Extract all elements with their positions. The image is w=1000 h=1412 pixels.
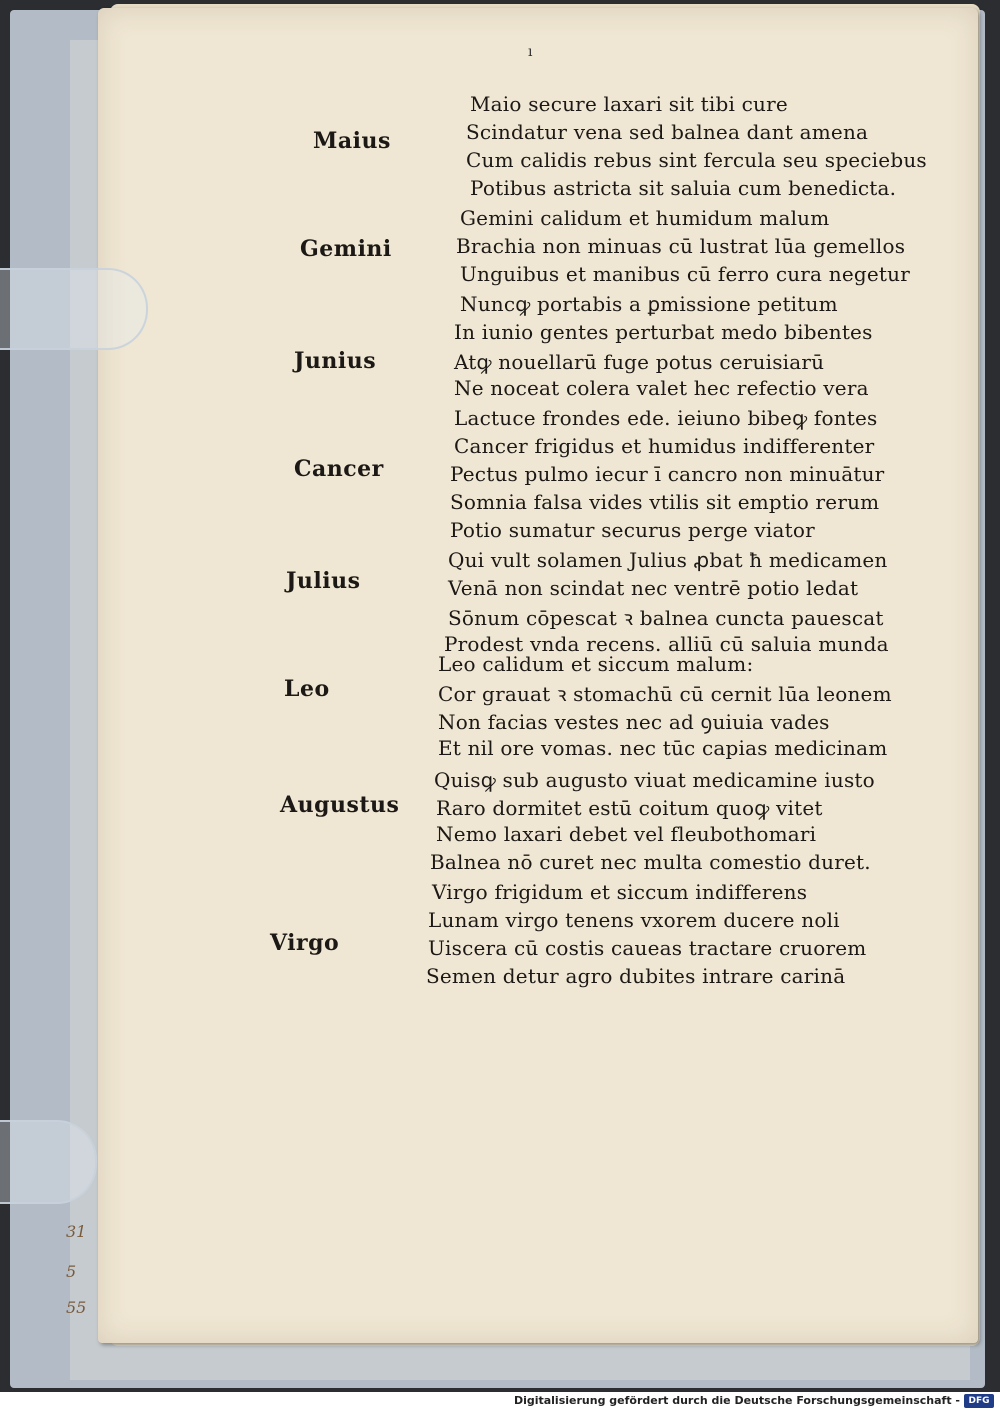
verse-line: Cor grauat ꝛ stomachū cū cernit lūa leonem: [438, 682, 892, 706]
verse-line: Nuncꝙ portabis a ꝑmissione petitum: [460, 292, 838, 316]
verse-line: Pectus pulmo iecur ī cancro non minuātur: [450, 462, 885, 486]
verse-line: Cancer frigidus et humidus indifferenter: [454, 434, 875, 458]
page-mark: ı: [528, 44, 533, 60]
book-page: [98, 8, 978, 1343]
month-label: Leo: [284, 676, 330, 702]
verse-line: Ne noceat colera valet hec refectio vera: [454, 376, 869, 400]
funding-notice: Digitalisierung gefördert durch die Deutsche Forschungsgemeinschaft -: [513, 1394, 960, 1407]
verse-line: Brachia non minuas cū lustrat lūa gemellos: [456, 234, 906, 258]
verse-line: Lunam virgo tenens vxorem ducere noli: [428, 908, 840, 932]
verse-line: Semen detur agro dubites intrare carinā: [426, 964, 846, 988]
verse-line: Sōnum cōpescat ꝛ balnea cuncta pauescat: [448, 606, 884, 630]
month-label: Cancer: [294, 456, 384, 482]
month-label: Virgo: [270, 930, 340, 956]
verse-line: Maio secure laxari sit tibi cure: [470, 92, 788, 116]
verse-line: Prodest vnda recens. alliū cū saluia munda: [444, 632, 889, 656]
month-label: Augustus: [280, 792, 400, 818]
verse-line: Virgo frigidum et siccum indifferens: [432, 880, 808, 904]
verse-line: Somnia falsa vides vtilis sit emptio rerum: [450, 490, 880, 514]
verse-line: In iunio gentes perturbat medo bibentes: [454, 320, 873, 344]
verse-line: Potibus astricta sit saluia cum benedicta.: [470, 176, 897, 200]
book-clip-lower: [0, 1120, 97, 1204]
month-label: Julius: [286, 568, 361, 594]
verse-line: Atꝙ nouellarū fuge potus ceruisiarū: [454, 350, 825, 374]
verse-line: Qui vult solamen Julius ꝓbat ħ medicamen: [448, 548, 888, 572]
verse-line: Scindatur vena sed balnea dant amena: [466, 120, 869, 144]
margin-number: 5: [66, 1262, 77, 1281]
verse-line: Lactuce frondes ede. ieiuno bibeꝙ fontes: [454, 406, 878, 430]
month-label: Junius: [294, 348, 377, 374]
verse-line: Cum calidis rebus sint fercula seu speciebus: [466, 148, 927, 172]
month-label: Gemini: [300, 236, 392, 262]
verse-line: Leo calidum et siccum malum:: [438, 652, 754, 676]
verse-line: Unguibus et manibus cū ferro cura negetur: [460, 262, 910, 286]
verse-line: Et nil ore vomas. nec tūc capias medicinam: [438, 736, 888, 760]
footer: [0, 1392, 1000, 1412]
verse-line: Uiscera cū costis caueas tractare cruorem: [428, 936, 867, 960]
margin-number: 31: [66, 1222, 87, 1241]
month-label: Maius: [313, 128, 391, 154]
verse-line: Venā non scindat nec ventrē potio ledat: [448, 576, 859, 600]
verse-line: Nemo laxari debet vel fleubothomari: [436, 822, 817, 846]
verse-line: Non facias vestes nec ad ꝯuiuia vades: [438, 710, 830, 734]
verse-line: Raro dormitet estū coitum quoꝙ vitet: [436, 796, 823, 820]
dfg-logo-icon: DFG: [964, 1394, 994, 1408]
margin-number: 55: [66, 1298, 87, 1317]
verse-line: Potio sumatur securus perge viator: [450, 518, 815, 542]
verse-line: Balnea nō curet nec multa comestio duret.: [430, 850, 871, 874]
verse-line: Gemini calidum et humidum malum: [460, 206, 830, 230]
book-clip-upper: [0, 268, 148, 350]
verse-line: Quisꝙ sub augusto viuat medicamine iusto: [434, 768, 875, 792]
